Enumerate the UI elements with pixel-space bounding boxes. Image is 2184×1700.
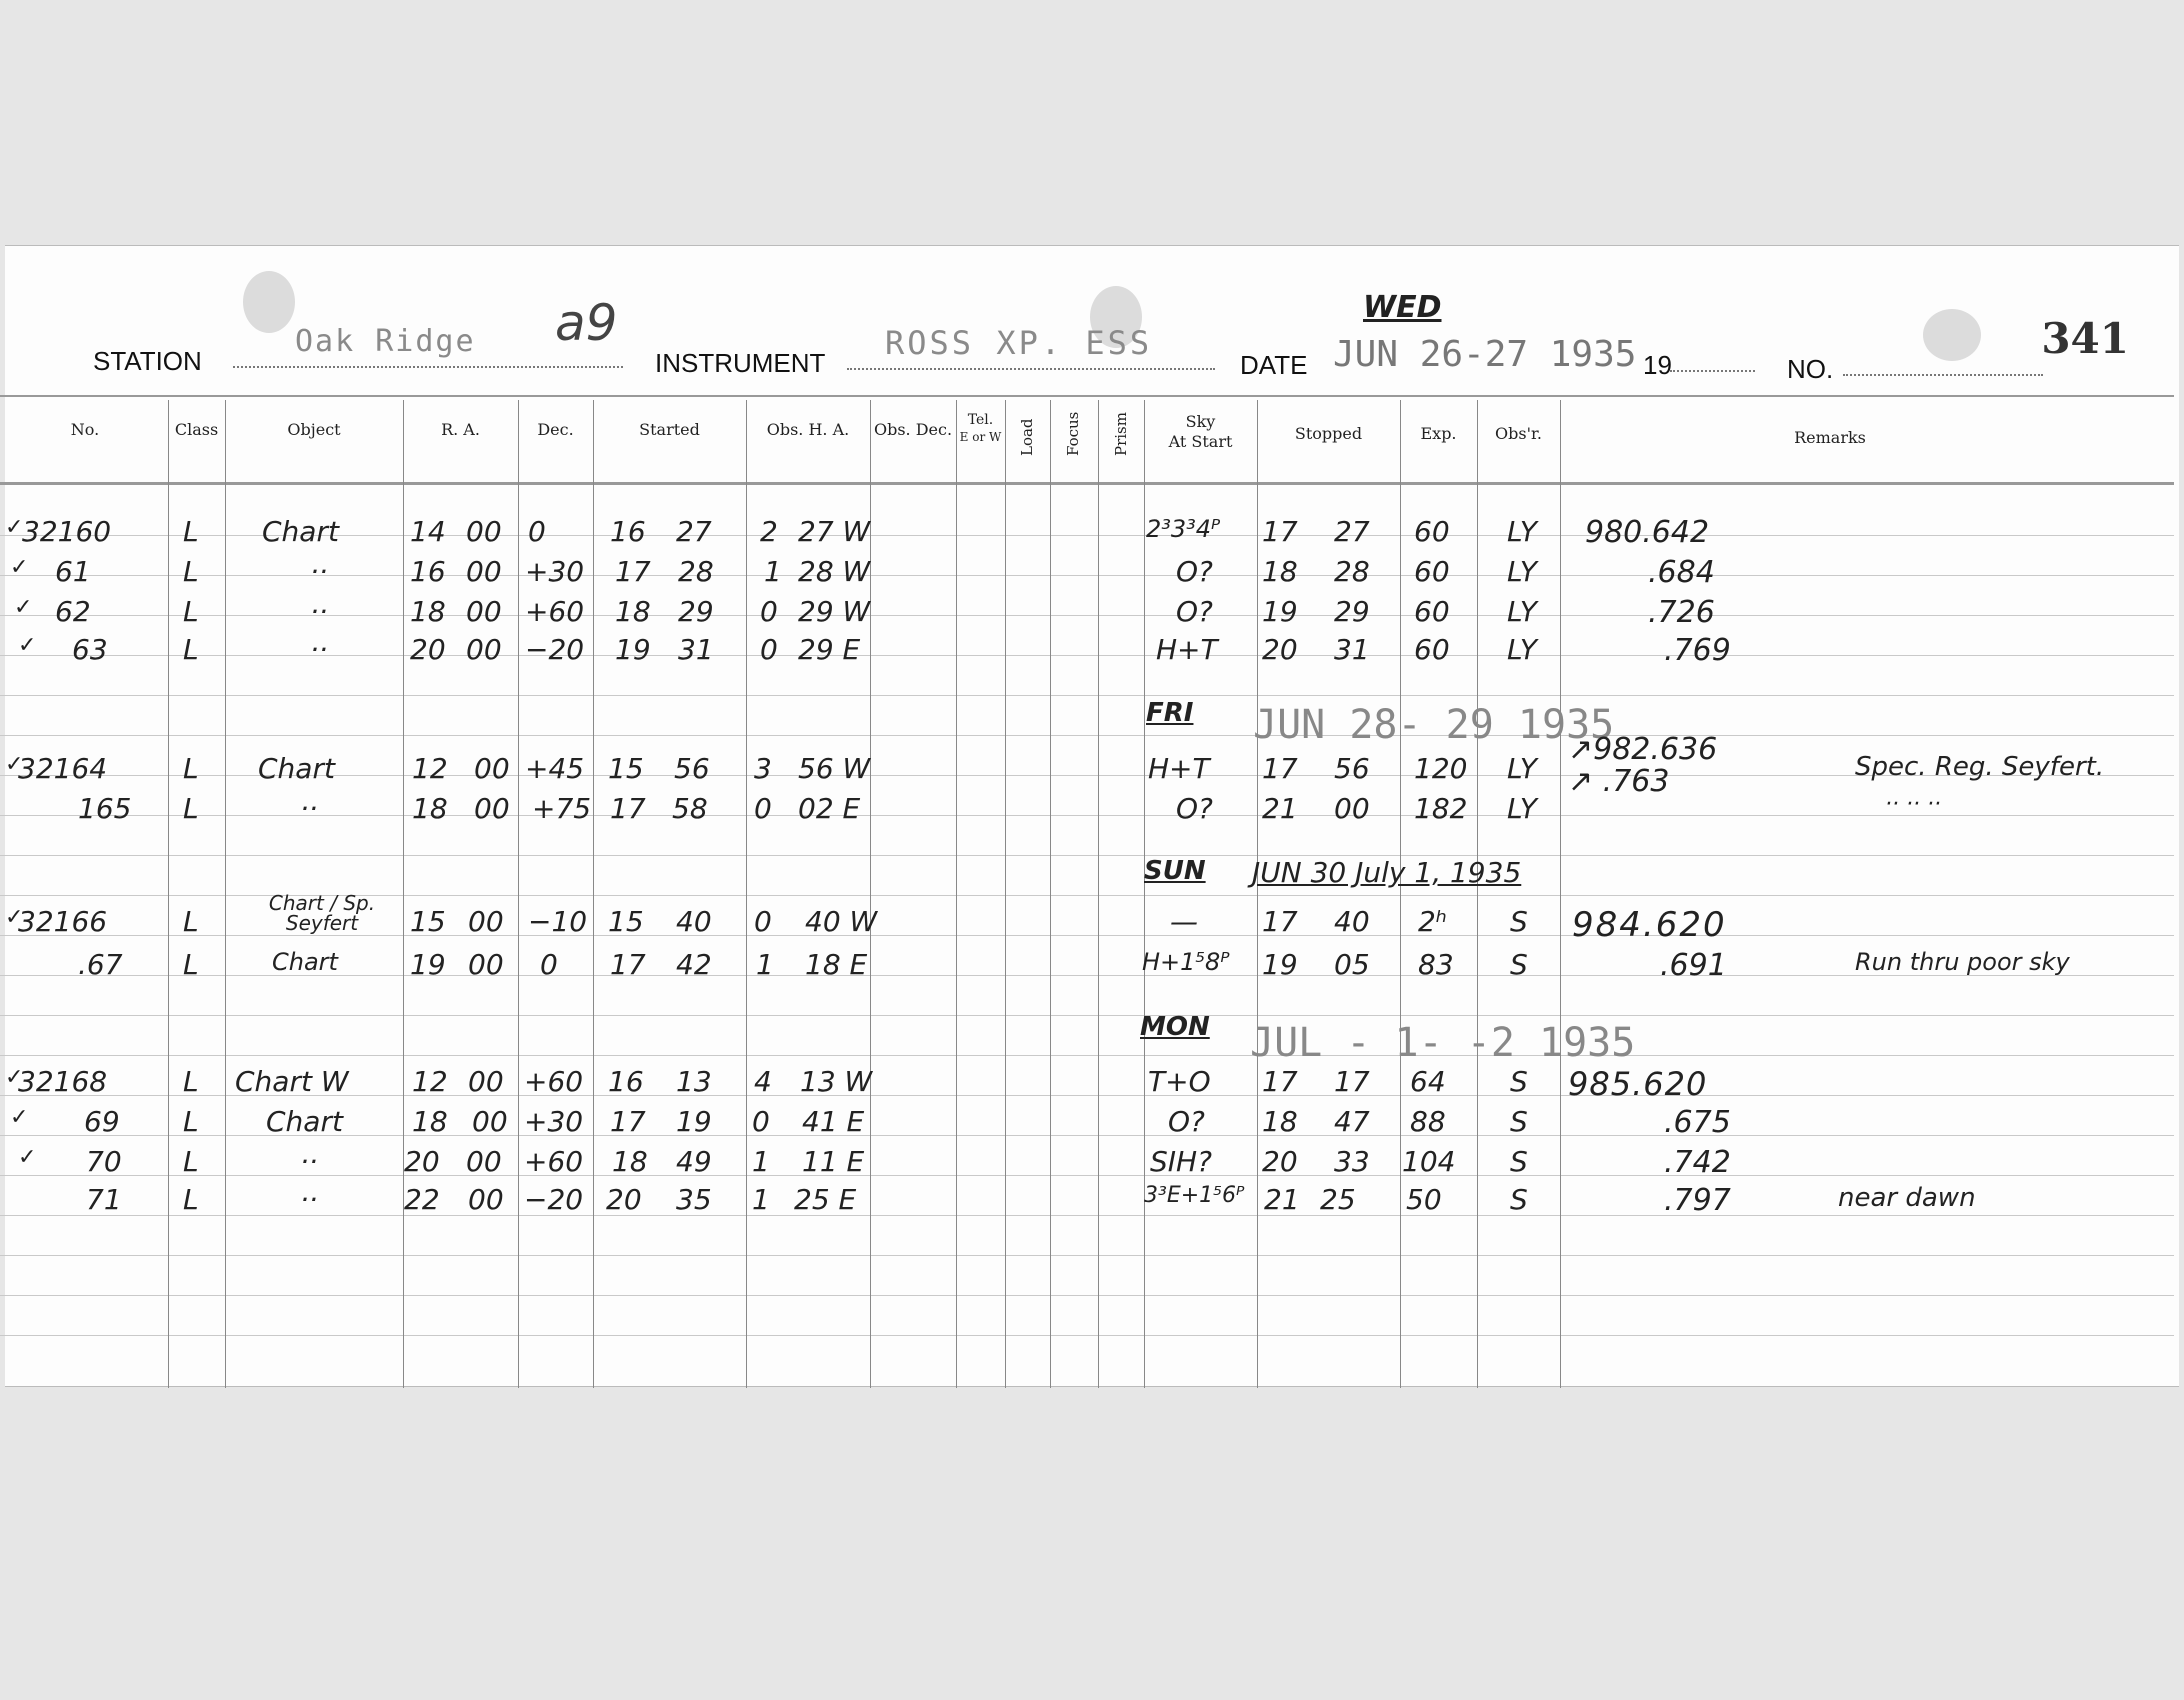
dec-cell: +30 [524, 1105, 584, 1138]
date-suffix: 19 [1643, 350, 1672, 380]
plate-value: .691 [1660, 948, 1727, 983]
object-cell: Chart W [235, 1065, 349, 1098]
stopped-hours: 19 [1262, 948, 1298, 981]
stopped-hours: 17 [1262, 1065, 1298, 1098]
started-minutes: 42 [676, 948, 712, 981]
exp-cell: 83 [1418, 948, 1454, 981]
started-minutes: 35 [676, 1183, 712, 1216]
object-cell: Chart [272, 948, 338, 976]
plate-value: .769 [1664, 633, 1731, 668]
observer-cell: LY [1507, 595, 1538, 628]
class-cell: L [183, 555, 199, 588]
started-minutes: 56 [674, 752, 710, 785]
col-header-tel [956, 412, 1005, 446]
stopped-hours: 17 [1262, 752, 1298, 785]
dec-cell: −20 [525, 633, 585, 666]
ra-hours: 20 [410, 633, 446, 666]
exp-cell: 2ʰ [1418, 905, 1447, 938]
header-rule-top [0, 395, 2174, 397]
plate-number: 61 [55, 555, 91, 588]
remark-cell: near dawn [1838, 1183, 1976, 1213]
ra-hours: 15 [410, 905, 446, 938]
dec-cell: +60 [524, 1065, 584, 1098]
stopped-hours: 17 [1262, 515, 1298, 548]
object-cell: ·· [310, 555, 328, 588]
ha-hours: 0 [754, 792, 772, 825]
observer-cell: S [1510, 1105, 1528, 1138]
stopped-minutes: 40 [1334, 905, 1370, 938]
dec-cell: +75 [532, 792, 592, 825]
started-hours: 18 [612, 1145, 648, 1178]
col-header-remarks: Remarks [1794, 428, 1866, 447]
exp-cell: 60 [1414, 633, 1450, 666]
ruled-line [0, 695, 2174, 696]
sky-cell: O? [1176, 595, 1213, 628]
stopped-minutes: 56 [1334, 752, 1370, 785]
ha-minutes: 41 E [802, 1105, 865, 1138]
instrument-label: INSTRUMENT [655, 348, 826, 378]
station-value: Oak Ridge [295, 324, 476, 359]
ha-hours: 1 [756, 948, 774, 981]
sky-cell: 3³E+1⁵6ᴾ [1144, 1183, 1245, 1208]
ha-minutes: 29 E [798, 633, 861, 666]
col-header-obs-dec: Obs. Dec. [873, 420, 953, 439]
ra-hours: 18 [412, 792, 448, 825]
col-header-load-label: Load [1018, 418, 1036, 456]
object-cell: Chart [266, 1105, 343, 1138]
started-hours: 17 [610, 792, 646, 825]
stopped-hours: 18 [1262, 1105, 1298, 1138]
ha-minutes: 27 W [798, 515, 871, 548]
stopped-hours: 19 [1262, 595, 1298, 628]
started-hours: 18 [615, 595, 651, 628]
ra-minutes: 00 [468, 1183, 504, 1216]
col-header-prism-label: Prism [1112, 412, 1130, 456]
ha-minutes: 56 W [798, 752, 871, 785]
ra-hours: 20 [404, 1145, 440, 1178]
stopped-hours: 20 [1262, 1145, 1298, 1178]
exp-cell: 88 [1410, 1105, 1446, 1138]
ha-hours: 4 [754, 1065, 772, 1098]
ha-hours: 1 [752, 1183, 770, 1216]
check-mark: ✓ [5, 752, 24, 777]
started-minutes: 27 [676, 515, 712, 548]
sky-cell: — [1170, 905, 1198, 938]
class-cell: L [183, 515, 199, 548]
sky-cell: O? [1168, 1105, 1205, 1138]
day-label: FRI [1146, 698, 1194, 728]
dec-cell: −10 [528, 905, 588, 938]
plate-number: 32164 [18, 752, 108, 785]
sky-cell: O? [1176, 555, 1213, 588]
observer-cell: LY [1507, 792, 1538, 825]
object-cell: ·· [300, 1145, 318, 1178]
class-cell: L [183, 792, 199, 825]
plate-number: 165 [78, 792, 132, 825]
started-hours: 17 [610, 1105, 646, 1138]
started-hours: 17 [615, 555, 651, 588]
col-header-focus-label: Focus [1064, 411, 1082, 456]
ra-minutes: 00 [472, 1105, 508, 1138]
class-cell: L [183, 1105, 199, 1138]
check-mark: ✓ [5, 905, 24, 930]
ra-minutes: 00 [468, 948, 504, 981]
ruled-line [0, 1055, 2174, 1056]
plate-value: ↗ .763 [1568, 764, 1670, 799]
ra-minutes: 00 [466, 1145, 502, 1178]
dec-cell: +60 [524, 1145, 584, 1178]
ha-minutes: 29 W [798, 595, 871, 628]
date-stamp: JUN 28- 29 1935 [1253, 702, 1615, 748]
dec-cell: +30 [525, 555, 585, 588]
dec-cell: +60 [525, 595, 585, 628]
stopped-hours: 20 [1262, 633, 1298, 666]
header-rule-bottom [0, 482, 2174, 485]
object-cell: ·· [310, 595, 328, 628]
started-hours: 19 [615, 633, 651, 666]
started-hours: 15 [608, 905, 644, 938]
object-cell: Chart [262, 515, 339, 548]
plate-value: .675 [1664, 1105, 1731, 1140]
observer-cell: LY [1507, 633, 1538, 666]
stopped-minutes: 05 [1334, 948, 1370, 981]
stopped-minutes: 31 [1334, 633, 1370, 666]
check-mark: ✓ [18, 1145, 37, 1170]
plate-number: .67 [78, 948, 123, 981]
ra-hours: 22 [404, 1183, 440, 1216]
col-header-tel-label: Tel. [967, 412, 994, 428]
sky-cell: SIH? [1150, 1145, 1212, 1178]
observation-row [0, 891, 2184, 945]
dec-cell: 0 [528, 515, 546, 548]
observation-row [0, 732, 2184, 792]
sky-cell: H+T [1156, 633, 1218, 666]
ha-minutes: 13 W [800, 1065, 873, 1098]
sky-cell: H+T [1148, 752, 1210, 785]
col-header-sky-sub: At Start [1168, 432, 1233, 451]
object-cell: ·· [310, 633, 328, 666]
remark-cell: Spec. Reg. Seyfert. [1855, 752, 2105, 782]
exp-cell: 120 [1414, 752, 1468, 785]
ra-hours: 12 [412, 752, 448, 785]
ruled-line [0, 855, 2174, 856]
ra-hours: 16 [410, 555, 446, 588]
started-hours: 16 [608, 1065, 644, 1098]
class-cell: L [183, 633, 199, 666]
plate-number: 62 [55, 595, 91, 628]
class-cell: L [183, 595, 199, 628]
punch-hole-right [1923, 309, 1981, 361]
ra-minutes: 00 [474, 792, 510, 825]
observation-row [0, 1105, 2184, 1145]
stopped-minutes: 28 [1334, 555, 1370, 588]
ha-minutes: 25 E [794, 1183, 857, 1216]
ra-hours: 19 [410, 948, 446, 981]
observer-cell: S [1510, 905, 1528, 938]
class-cell: L [183, 1065, 199, 1098]
ruled-line [0, 735, 2174, 736]
ha-minutes: 40 W [805, 905, 878, 938]
exp-cell: 60 [1414, 595, 1450, 628]
object-cell: Chart / Sp. Seyfert [268, 891, 376, 935]
check-mark: ✓ [18, 633, 37, 658]
stopped-minutes: 17 [1334, 1065, 1370, 1098]
col-header-obsr: Obs'r. [1495, 424, 1542, 443]
ruled-line [0, 1295, 2174, 1296]
date-line [1670, 370, 1755, 372]
ha-hours: 0 [754, 905, 772, 938]
header-day: WED [1363, 290, 1442, 325]
date-handwritten: JUN 30 July 1, 1935 [1252, 856, 1522, 889]
observation-row [0, 1183, 2184, 1223]
class-cell: L [183, 752, 199, 785]
observer-cell: LY [1507, 555, 1538, 588]
check-mark: ✓ [5, 1065, 24, 1090]
ra-hours: 14 [410, 515, 446, 548]
stopped-minutes: 00 [1334, 792, 1370, 825]
plate-value: ↗982.636 [1568, 732, 1718, 767]
observation-row [0, 515, 2184, 555]
plate-number: 71 [86, 1183, 122, 1216]
ra-minutes: 00 [474, 752, 510, 785]
ha-minutes: 11 E [802, 1145, 865, 1178]
started-minutes: 40 [676, 905, 712, 938]
ra-minutes: 00 [466, 515, 502, 548]
sky-cell: O? [1176, 792, 1213, 825]
remark-cell: Run thru poor sky [1855, 948, 2070, 976]
exp-cell: 104 [1402, 1145, 1456, 1178]
col-header-tel-sub: E or W [959, 430, 1002, 444]
observer-cell: S [1510, 1145, 1528, 1178]
plate-number: 70 [86, 1145, 122, 1178]
started-minutes: 29 [678, 595, 714, 628]
check-mark: ✓ [5, 515, 24, 540]
exp-cell: 60 [1414, 515, 1450, 548]
ruled-line [0, 1015, 2174, 1016]
date-stamp: JUL - 1- -2 1935 [1250, 1020, 1636, 1066]
ha-hours: 3 [754, 752, 772, 785]
exp-cell: 64 [1410, 1065, 1446, 1098]
ra-minutes: 00 [466, 555, 502, 588]
ha-hours: 2 [760, 515, 778, 548]
col-header-no: No. [70, 420, 100, 439]
ha-minutes: 28 W [798, 555, 871, 588]
started-minutes: 19 [676, 1105, 712, 1138]
card-number: 341 [2041, 314, 2129, 363]
punch-hole-left [243, 271, 295, 333]
observation-row [0, 1145, 2184, 1185]
no-label: NO. [1787, 354, 1834, 384]
stopped-hours: 18 [1262, 555, 1298, 588]
started-minutes: 49 [676, 1145, 712, 1178]
object-cell: ·· [300, 792, 318, 825]
started-hours: 16 [610, 515, 646, 548]
started-hours: 17 [610, 948, 646, 981]
class-cell: L [183, 1183, 199, 1216]
started-hours: 15 [608, 752, 644, 785]
date-label: DATE [1240, 350, 1308, 380]
plate-number: 32166 [18, 905, 108, 938]
exp-cell: 60 [1414, 555, 1450, 588]
day-label: MON [1140, 1012, 1210, 1042]
started-hours: 20 [606, 1183, 642, 1216]
check-mark: ✓ [10, 555, 29, 580]
col-header-load [1018, 410, 1038, 460]
date-value: JUN 26-27 1935 [1333, 334, 1637, 375]
ra-hours: 18 [410, 595, 446, 628]
station-line [233, 366, 623, 368]
plate-number: 69 [84, 1105, 120, 1138]
plate-number: 32160 [22, 515, 112, 548]
check-mark: ✓ [10, 1105, 29, 1130]
ha-hours: 0 [760, 633, 778, 666]
observer-cell: S [1510, 1065, 1528, 1098]
observation-row [0, 948, 2184, 988]
stopped-hours: 17 [1262, 905, 1298, 938]
station-mark: a9 [555, 294, 618, 352]
exp-cell: 182 [1414, 792, 1468, 825]
ha-minutes: 18 E [805, 948, 868, 981]
plate-number: 32168 [18, 1065, 108, 1098]
class-cell: L [183, 948, 199, 981]
plate-value: .797 [1664, 1183, 1731, 1218]
observer-cell: S [1510, 948, 1528, 981]
observation-row [0, 555, 2184, 595]
sky-cell: 2³3³4ᴾ [1146, 515, 1221, 543]
observer-cell: LY [1507, 515, 1538, 548]
plate-value: .684 [1648, 555, 1715, 590]
started-minutes: 13 [676, 1065, 712, 1098]
ra-minutes: 00 [466, 595, 502, 628]
ruled-line [0, 1335, 2174, 1336]
stopped-minutes: 47 [1334, 1105, 1370, 1138]
dec-cell: 0 [540, 948, 558, 981]
started-minutes: 31 [678, 633, 714, 666]
object-cell: Chart [258, 752, 335, 785]
col-header-exp: Exp. [1420, 424, 1457, 443]
instrument-line [847, 368, 1215, 370]
observation-row [0, 1065, 2184, 1105]
dec-cell: +45 [525, 752, 585, 785]
ra-minutes: 00 [468, 905, 504, 938]
col-header-started: Started [639, 420, 700, 439]
plate-value: 985.620 [1568, 1065, 1708, 1103]
ha-hours: 1 [764, 555, 782, 588]
observation-row [0, 595, 2184, 635]
plate-value: .726 [1648, 595, 1715, 630]
stopped-minutes: 25 [1320, 1183, 1356, 1216]
col-header-prism [1112, 410, 1132, 460]
ruled-line [0, 1255, 2174, 1256]
ha-hours: 0 [752, 1105, 770, 1138]
object-cell: ·· [300, 1183, 318, 1216]
dec-cell: −20 [524, 1183, 584, 1216]
class-cell: L [183, 1145, 199, 1178]
stopped-minutes: 29 [1334, 595, 1370, 628]
ra-minutes: 00 [466, 633, 502, 666]
col-header-sky [1144, 412, 1257, 452]
col-header-stopped: Stopped [1294, 424, 1363, 443]
no-line [1843, 374, 2043, 376]
col-header-dec: Dec. [537, 420, 574, 439]
ra-minutes: 00 [468, 1065, 504, 1098]
check-mark: ✓ [14, 595, 33, 620]
col-header-sky-label: Sky [1185, 412, 1216, 431]
col-header-obs-ha: Obs. H. A. [766, 420, 850, 439]
observation-row [0, 633, 2184, 673]
plate-number: 63 [72, 633, 108, 666]
plate-value: 984.620 [1572, 905, 1727, 945]
day-label: SUN [1144, 856, 1206, 886]
sky-cell: T+O [1148, 1065, 1211, 1098]
stopped-hours: 21 [1264, 1183, 1300, 1216]
stopped-minutes: 33 [1334, 1145, 1370, 1178]
plate-value: .742 [1664, 1145, 1731, 1180]
ha-hours: 1 [752, 1145, 770, 1178]
col-header-object: Object [287, 420, 341, 439]
stopped-minutes: 27 [1334, 515, 1370, 548]
stopped-hours: 21 [1262, 792, 1298, 825]
started-minutes: 58 [672, 792, 708, 825]
ha-hours: 0 [760, 595, 778, 628]
exp-cell: 50 [1406, 1183, 1442, 1216]
ra-hours: 12 [412, 1065, 448, 1098]
col-header-ra: R. A. [441, 420, 480, 439]
instrument-value: ROSS XP. ESS [885, 324, 1153, 362]
station-label: STATION [93, 346, 202, 376]
remark-cell: ·· ·· ·· [1885, 792, 1941, 817]
started-minutes: 28 [678, 555, 714, 588]
class-cell: L [183, 905, 199, 938]
col-header-focus [1064, 410, 1084, 460]
observer-cell: S [1510, 1183, 1528, 1216]
sky-cell: H+1⁵8ᴾ [1142, 948, 1230, 976]
ra-hours: 18 [412, 1105, 448, 1138]
observer-cell: LY [1507, 752, 1538, 785]
plate-value: 980.642 [1585, 515, 1710, 550]
ha-minutes: 02 E [798, 792, 861, 825]
col-header-class: Class [174, 420, 219, 439]
